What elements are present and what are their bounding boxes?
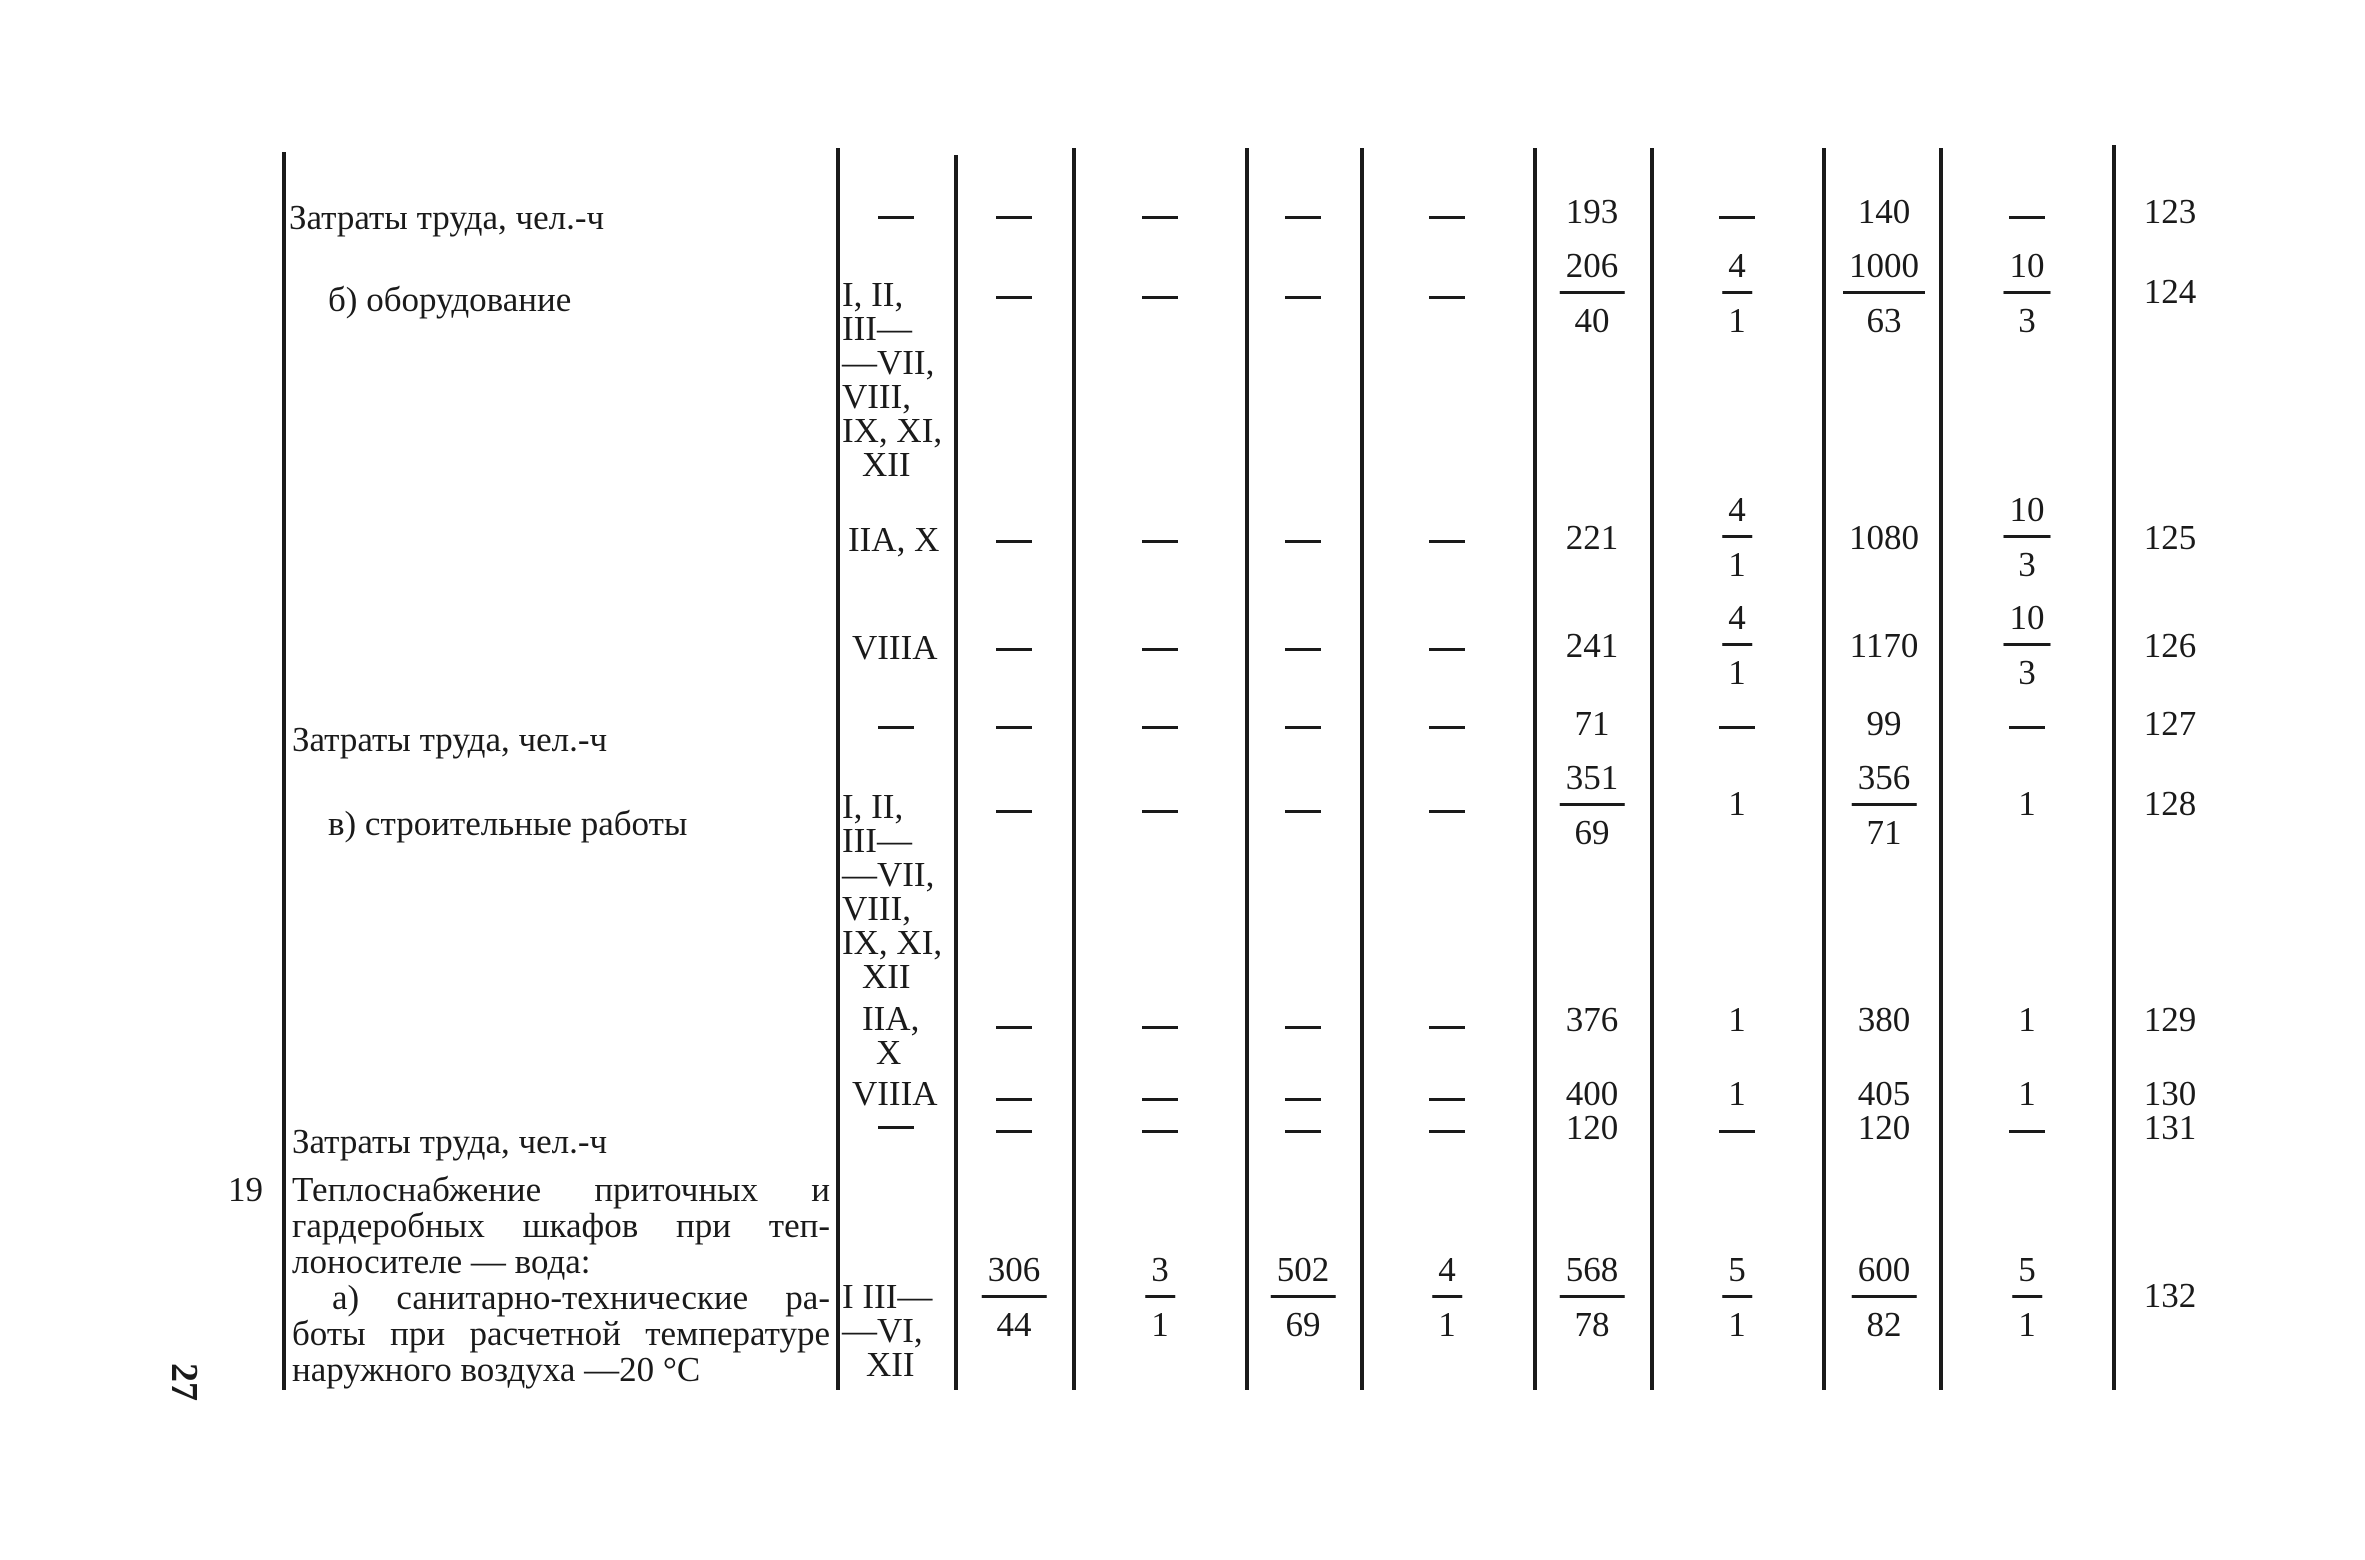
code-line: I III— [842,1277,933,1316]
dash-cell [996,216,1032,219]
value-cell: 221 [1565,518,1619,557]
row-number: 124 [2143,272,2197,311]
value-cell: 1 [2018,1000,2036,1039]
category-code: VIIIA [852,628,938,667]
row-number: 129 [2143,1000,2197,1039]
dash-cell [1719,216,1755,219]
dash-cell [1429,810,1465,813]
code-line: IX, XI, [842,411,943,450]
position-number: 19 [228,1170,263,1209]
value-cell: 405 [1857,1074,1911,1113]
dash-cell [878,1126,914,1129]
code-line: —VII, [842,343,935,382]
code-line: I, II, [842,787,904,826]
dash-cell [1285,540,1321,543]
dash-cell [878,726,914,729]
dash-cell [1429,1098,1465,1101]
description-line: лоносителе — вода: [292,1242,591,1281]
row-number: 127 [2143,704,2197,743]
category-code [842,787,943,996]
dash-cell [1142,296,1178,299]
fraction-cell: 5 1 [1722,1252,1752,1343]
row-label: Затраты труда, чел.-ч [292,720,608,759]
column-rule [1072,148,1076,1390]
description-line: гардеробных шкафов при теп- [292,1206,830,1245]
code-line: IIA, [862,999,920,1038]
row-number: 123 [2143,192,2197,231]
dash-cell [1719,726,1755,729]
dash-cell [1285,648,1321,651]
description-line: а) санитарно-технические ра- [332,1278,830,1317]
code-line: III— [842,309,912,348]
description-line: боты при расчетной температуре [292,1314,830,1353]
fraction-cell: 3 1 [1145,1252,1175,1343]
code-line: XII [862,957,911,996]
dash-cell [996,648,1032,651]
code-line: IX, XI, [842,923,943,962]
row-number: 130 [2143,1074,2197,1113]
code-line: XII [866,1345,915,1384]
dash-cell [1142,810,1178,813]
row-number: 125 [2143,518,2197,557]
dash-cell [996,726,1032,729]
fraction-cell: 4 1 [1722,492,1752,583]
fraction-cell: 4 1 [1432,1252,1462,1343]
value-cell: 140 [1857,192,1911,231]
dash-cell [1429,726,1465,729]
category-code: VIIIA [852,1074,938,1113]
dash-cell [1142,216,1178,219]
row-label: Затраты труда, чел.-ч [292,1122,608,1161]
row-number: 126 [2143,626,2197,665]
column-rule [1360,148,1364,1390]
fraction-cell: 5 1 [2012,1252,2042,1343]
dash-cell [1285,810,1321,813]
dash-cell [1719,1130,1755,1133]
dash-cell [1142,726,1178,729]
value-cell: 376 [1565,1000,1619,1039]
value-cell: 380 [1857,1000,1911,1039]
dash-cell [1429,296,1465,299]
value-cell: 1170 [1849,626,1919,665]
dash-cell [2009,726,2045,729]
category-code [862,999,920,1072]
code-line: X [876,1033,902,1072]
code-line: XII [862,445,911,484]
fraction-cell: 356 71 [1852,760,1917,851]
dash-cell [878,216,914,219]
category-code: IIA, X [848,520,940,559]
column-rule [2112,145,2116,1390]
column-rule [1822,148,1826,1390]
dash-cell [1429,216,1465,219]
fraction-cell: 10 3 [2004,248,2051,339]
dash-cell [1285,726,1321,729]
dash-cell [996,810,1032,813]
value-cell: 1 [1728,1000,1746,1039]
code-line: VIII, [842,889,911,928]
column-rule [1245,148,1249,1390]
dash-cell [1142,1026,1178,1029]
fraction-cell: 10 3 [2004,492,2051,583]
fraction-cell: 502 69 [1271,1252,1336,1343]
dash-cell [1285,296,1321,299]
fraction-cell: 4 1 [1722,600,1752,691]
row-label: б) оборудование [328,280,572,319]
fraction-cell: 1000 63 [1843,248,1925,339]
category-code [842,275,943,484]
value-cell: 1 [1728,784,1746,823]
dash-cell [1142,648,1178,651]
code-line: VIII, [842,377,911,416]
fraction-cell: 10 3 [2004,600,2051,691]
row-number: 128 [2143,784,2197,823]
value-cell: 1 [1728,1074,1746,1113]
page-number: 27 [163,1363,205,1401]
dash-cell [996,1098,1032,1101]
dash-cell [1142,1130,1178,1133]
dash-cell [996,540,1032,543]
dash-cell [2009,216,2045,219]
row-label: в) строительные работы [328,804,688,843]
dash-cell [996,296,1032,299]
row-number: 131 [2143,1108,2197,1147]
fraction-cell: 351 69 [1560,760,1625,851]
value-cell: 241 [1565,626,1619,665]
code-line: —VI, [842,1311,923,1350]
dash-cell [1285,1026,1321,1029]
dash-cell [2009,1130,2045,1133]
dash-cell [1285,1098,1321,1101]
column-rule [1533,148,1537,1390]
value-cell: 99 [1866,704,1902,743]
value-cell: 1080 [1849,518,1919,557]
dash-cell [1142,540,1178,543]
column-rule [836,148,840,1390]
code-line: I, II, [842,275,904,314]
value-cell: 71 [1574,704,1610,743]
column-rule [282,152,286,1390]
value-cell: 120 [1565,1108,1619,1147]
fraction-cell: 206 40 [1560,248,1625,339]
dash-cell [1429,540,1465,543]
value-cell: 400 [1565,1074,1619,1113]
dash-cell [996,1130,1032,1133]
value-cell: 193 [1565,192,1619,231]
code-line: —VII, [842,855,935,894]
dash-cell [996,1026,1032,1029]
value-cell: 120 [1857,1108,1911,1147]
column-rule [1650,148,1654,1390]
category-code [842,1277,933,1384]
dash-cell [1429,648,1465,651]
fraction-cell: 600 82 [1852,1252,1917,1343]
description-line: наружного воздуха —20 °С [292,1350,701,1389]
description-line: Теплоснабжение приточных и [292,1170,830,1209]
fraction-cell: 568 78 [1560,1252,1625,1343]
fraction-cell: 306 44 [982,1252,1047,1343]
row-description [292,1172,830,1388]
dash-cell [1142,1098,1178,1101]
value-cell: 1 [2018,784,2036,823]
code-line: III— [842,821,912,860]
value-cell: 1 [2018,1074,2036,1113]
dash-cell [1429,1130,1465,1133]
dash-cell [1429,1026,1465,1029]
dash-cell [1285,1130,1321,1133]
row-label: Затраты труда, чел.-ч [289,198,605,237]
row-number: 132 [2143,1276,2197,1315]
fraction-cell: 4 1 [1722,248,1752,339]
dash-cell [1285,216,1321,219]
column-rule [1939,148,1943,1390]
column-rule [954,155,958,1390]
